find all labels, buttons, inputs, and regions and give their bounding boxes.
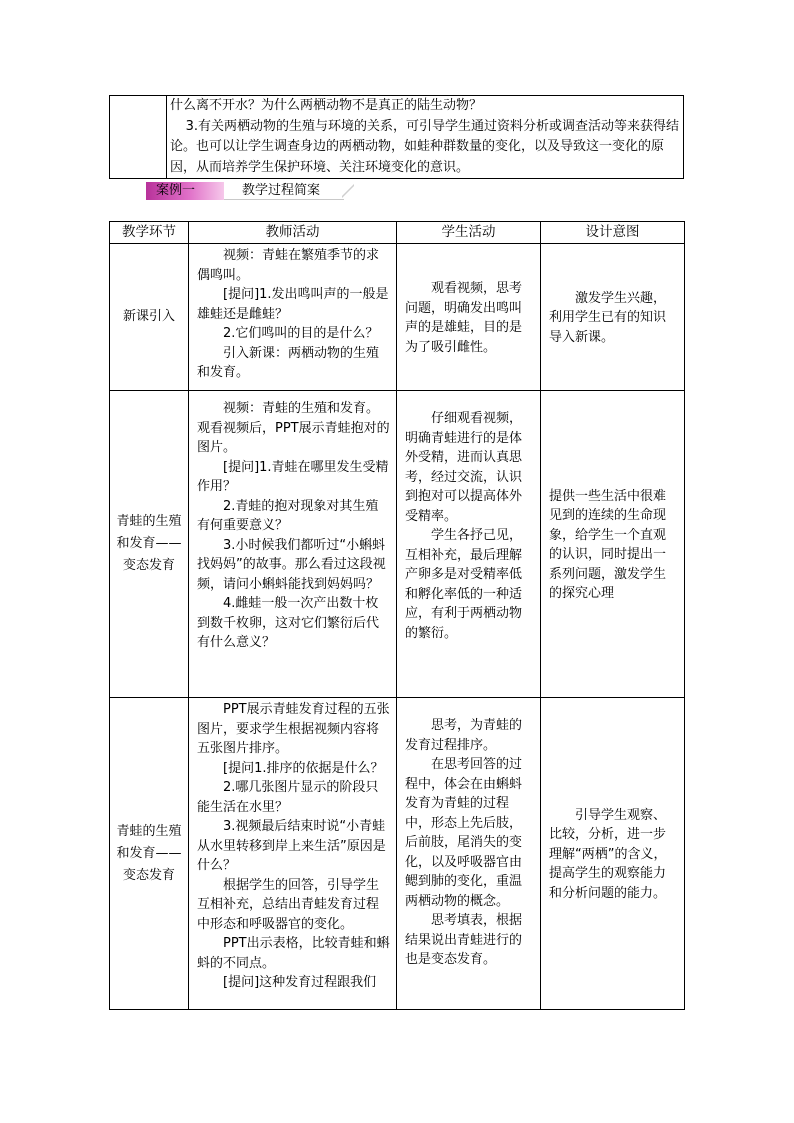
intent-cell [541, 698, 685, 1010]
lesson-plan-table [109, 221, 685, 1010]
student-cell [397, 244, 541, 391]
teacher-line: 引入新课：两栖动物的生殖和发育。 [197, 345, 380, 380]
teacher-line: 根据学生的回答，引导学生互相补充，总结出青蛙发育过程中形态和呼吸器官的变化。 [197, 877, 380, 932]
teacher-line: PPT展示青蛙发育过程的五张图片，要求学生根据视频内容将五张图片排序。 [197, 702, 390, 756]
header-intent: 设计意图 [541, 222, 685, 244]
intent-cell [541, 391, 685, 698]
continuation-left-cell [110, 96, 167, 178]
teacher-cell [189, 391, 397, 698]
student-line: 仔细观看视频，明确青蛙进行的是体外受精，进而认真思考，经过交流，认识到抱对可以提高体外受精率。 [405, 411, 523, 524]
student-line: 观看视频，思考问题，明确发出鸣叫声的是雄蛙，目的是为了吸引雌性。 [405, 281, 523, 355]
stage-cell: 青蛙的生殖和发育——变态发育 [110, 391, 189, 698]
table-row [110, 698, 685, 1010]
student-line: 思考，为青蛙的发育过程排序。 [405, 718, 523, 753]
teacher-line: 观看视频后，PPT展示青蛙抱对的图片。 [197, 420, 390, 455]
intent-line: 提供一些生活中很难见到的连续的生命现象，给学生一个直观的认识，同时提出一系列问题，激发学生的探究心理 [549, 488, 667, 601]
teacher-line: 视频：青蛙的生殖和发育。 [223, 401, 380, 416]
case-title: 教学过程简案 [242, 183, 321, 198]
table-header-row [110, 222, 685, 244]
teacher-line: 3.小时候我们都听过“小蝌蚪找妈妈”的故事。那么看过这段视频，请问小蝌蚪能找到妈妈吗？ [197, 537, 386, 592]
teacher-cell [189, 244, 397, 391]
teacher-line: PPT出示表格，比较青蛙和蝌蚪的不同点。 [197, 936, 390, 971]
teacher-line: 3.视频最后结束时说“小青蛙从水里转移到岸上来生活”原因是什么？ [197, 819, 386, 873]
banner-slash [342, 182, 354, 200]
teacher-line: [提问]1.青蛙在哪里发生受精作用？ [197, 459, 389, 494]
student-cell [397, 698, 541, 1010]
continuation-text [170, 96, 679, 178]
case-banner [146, 182, 356, 200]
table-row [110, 391, 685, 698]
teacher-line: 2.哪几张图片显示的阶段只能生活在水里？ [197, 780, 379, 815]
student-line: 思考填表，根据结果说出青蛙进行的也是变态发育。 [405, 913, 523, 967]
student-cell [397, 391, 541, 698]
stage-cell: 青蛙的生殖和发育——变态发育 [110, 698, 189, 1010]
teacher-line: [提问]1.发出鸣叫声的一般是雄蛙还是雌蛙？ [197, 287, 389, 322]
header-stage: 教学环节 [110, 222, 189, 244]
intent-line: 引导学生观察、比较，分析，进一步理解“两栖”的含义，提高学生的观察能力和分析问题的能力。 [549, 807, 667, 901]
teacher-line: 2.它们鸣叫的目的是什么？ [223, 326, 379, 341]
teacher-line: 4.雌蛙一般一次产出数十枚到数千枚卵，这对它们繁衍后代有什么意义？ [197, 596, 380, 650]
continuation-line-2: 3.有关两栖动物的生殖与环境的关系，可引导学生通过资料分析或调查活动等来获得结论。也可以让学生调查身边的两栖动物，如蛙种群数量的变化，以及导致这一变化的原因，从而培养学生保护环境、关注环境变化的意识。 [170, 118, 679, 175]
table-row [110, 244, 685, 391]
teacher-line: 视频：青蛙在繁殖季节的求偶鸣叫。 [197, 248, 380, 283]
student-line: 学生各抒己见，互相补充，最后理解产卵多是对受精率低和孵化率低的一种适应，有利于两栖动物的繁衍。 [405, 528, 523, 641]
teacher-line: [提问]这种发育过程跟我们 [223, 975, 377, 990]
teacher-line: 2.青蛙的抱对现象对其生殖有何重要意义？ [197, 498, 379, 533]
stage-cell: 新课引入 [110, 244, 189, 391]
header-student: 学生活动 [397, 222, 541, 244]
teacher-cell [189, 698, 397, 1010]
header-teacher: 教师活动 [189, 222, 397, 244]
student-line: 在思考回答的过程中，体会在由蝌蚪发育为青蛙的过程中，形态上先后肢，后前肢，尾消失的变化，以及呼吸器官由鳃到肺的变化，重温两栖动物的概念。 [405, 757, 523, 909]
teacher-line: [提问1.排序的依据是什么？ [223, 760, 384, 776]
case-tag: 案例一 [146, 182, 224, 200]
intent-line: 激发学生兴趣，利用学生已有的知识导入新课。 [549, 290, 667, 345]
continuation-box [109, 95, 684, 179]
intent-cell [541, 244, 685, 391]
continuation-line-1: 什么离不开水？为什么两栖动物不是真正的陆生动物？ [170, 98, 483, 113]
